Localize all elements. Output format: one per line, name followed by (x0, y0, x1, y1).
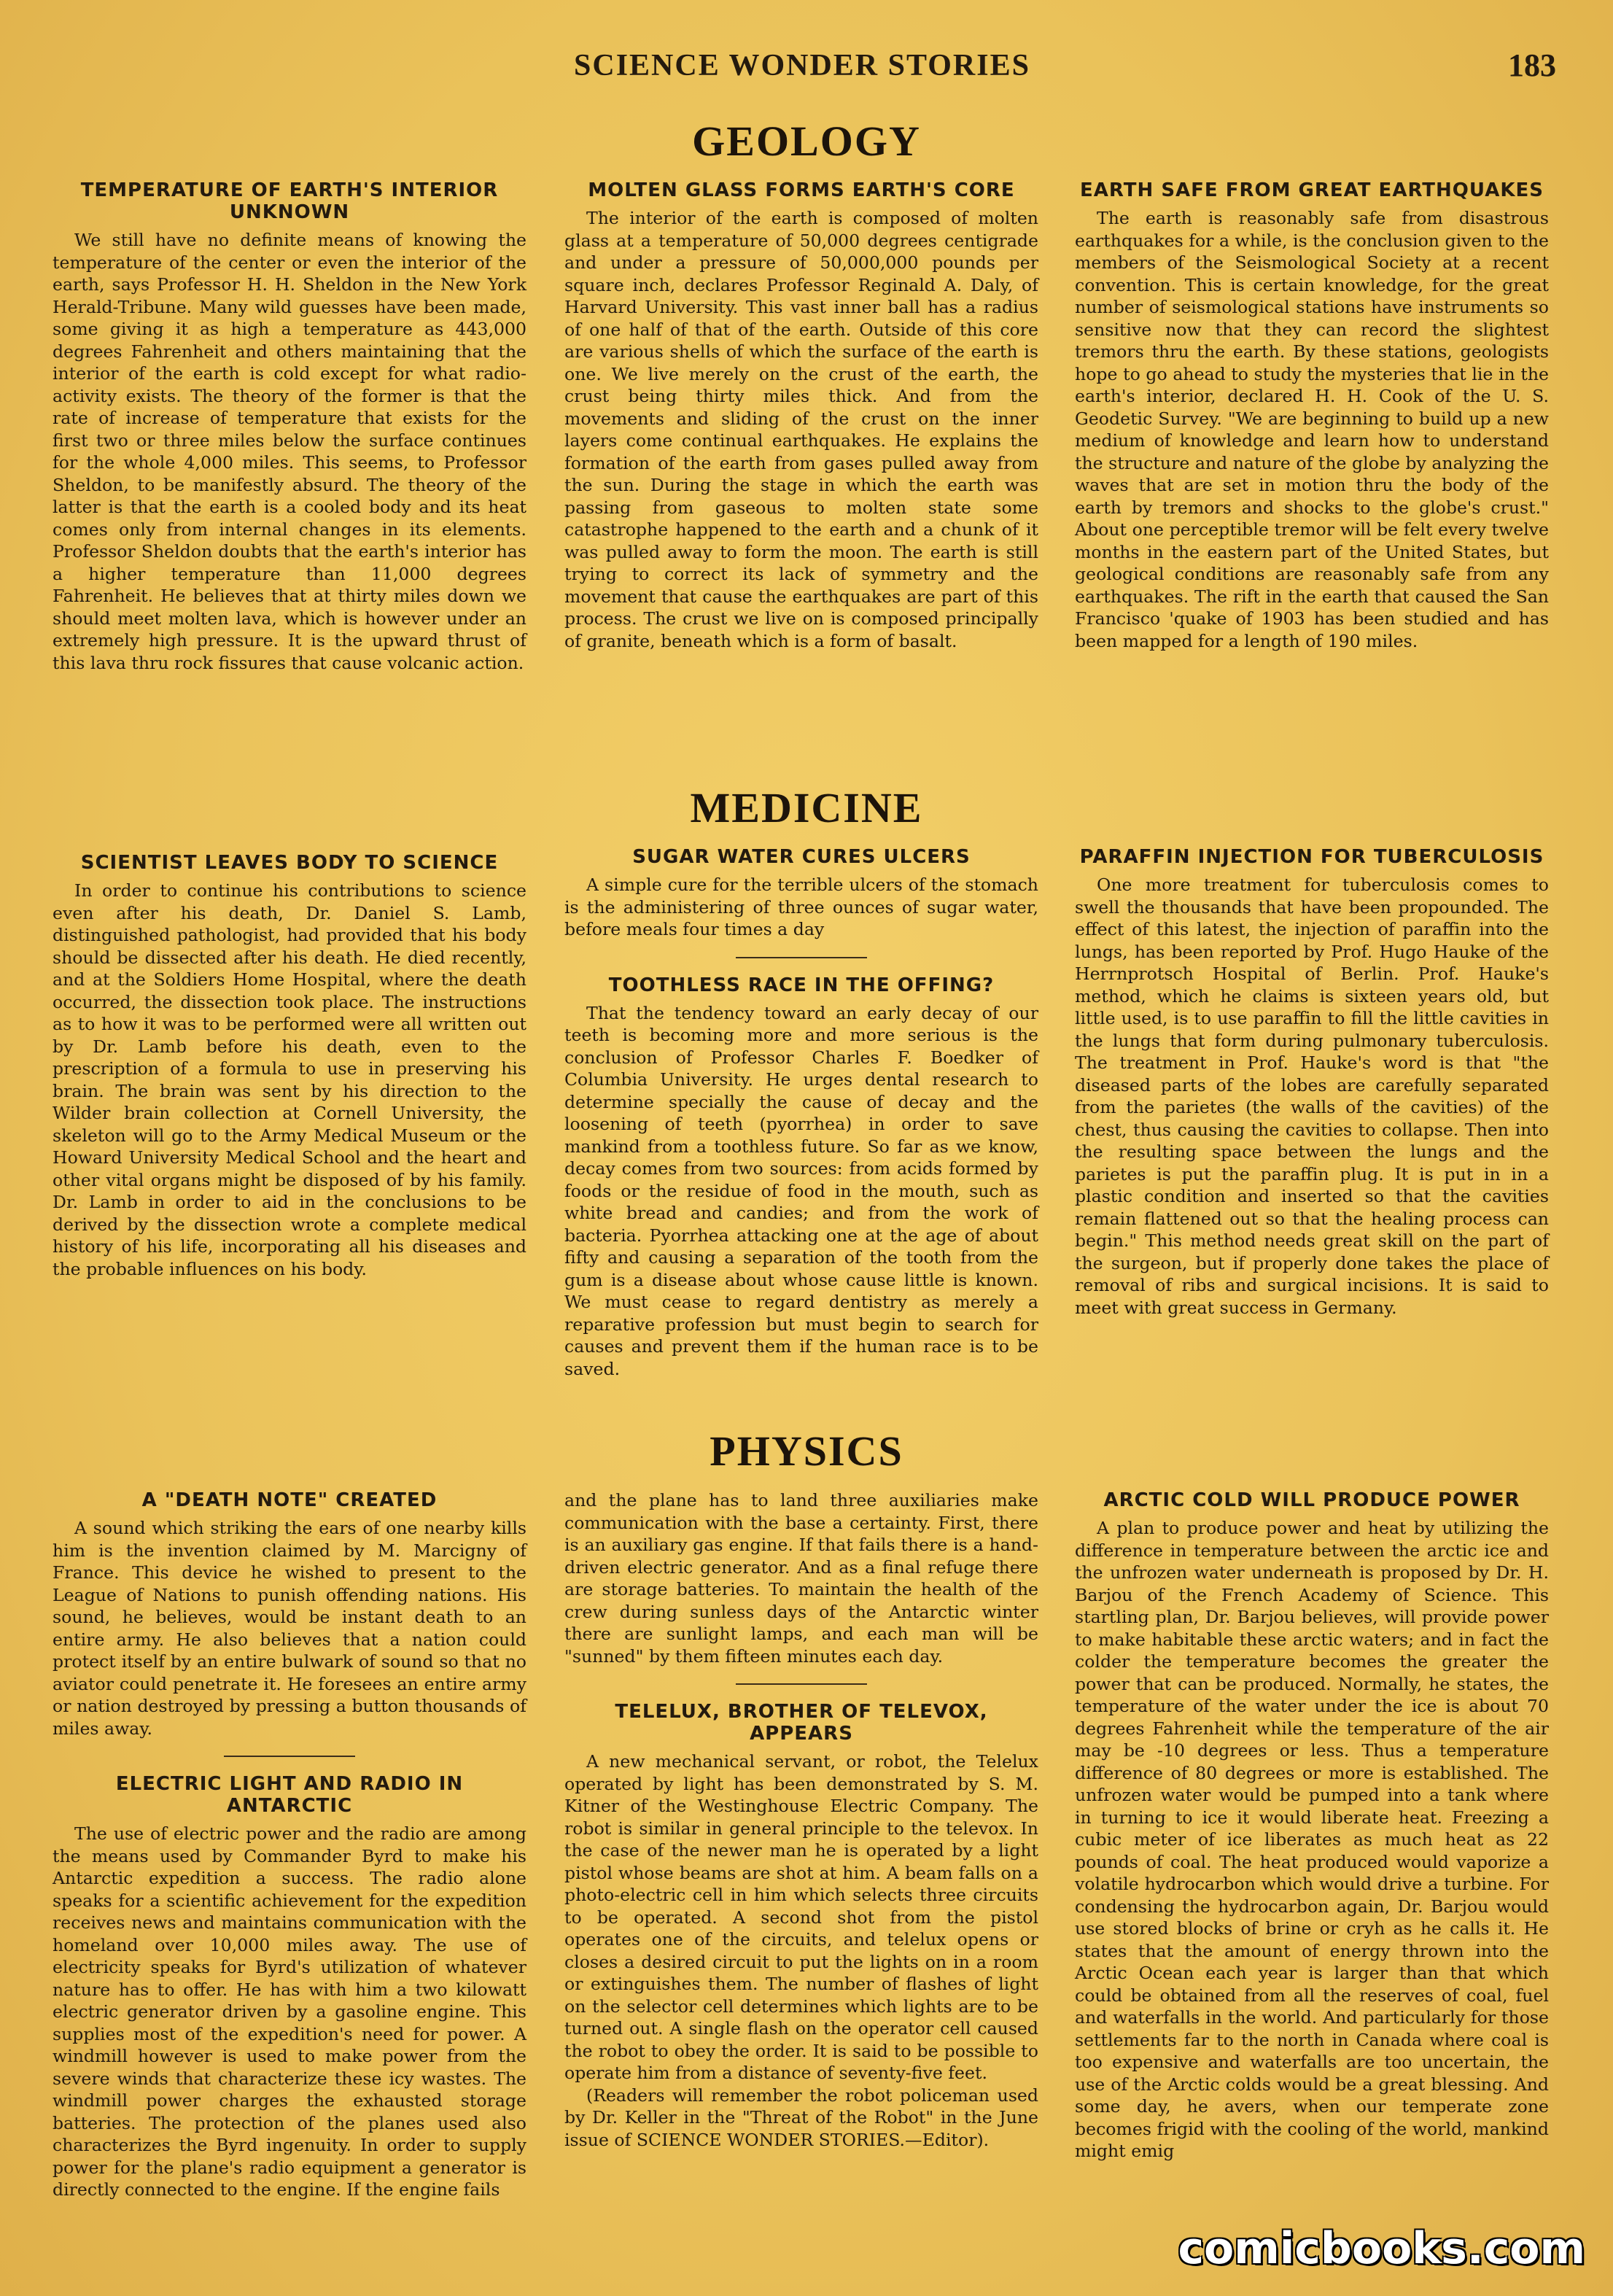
article-heading: MOLTEN GLASS FORMS EARTH'S CORE (588, 179, 1015, 201)
article-body: A new mechanical servant, or robot, the Telelux operated by light has been demonstrated by S. M. Kitner of the Westinghouse Electric Company. The robot is similar in general principle to the televox. In the case of the newer man he is operated by a light pistol whose beams are shot at him. A beam falls on a photo-electric cell in him which selects three circuits to be operated. A second shot from the pistol operates one of the circuits, and telelux opens or closes a desired circuit to put the lights on in a room or extinguishes them. The number of flashes of light on the selector cell determines which lights are to be turned out. A single flash on the operator cell caused the robot to obey the order. It is said to be possible to operate him from a distance of seventy-five feet. (564, 1751, 1038, 2083)
article-heading: ELECTRIC LIGHT AND RADIO IN ANTARCTIC (115, 1773, 464, 1817)
article-heading: TOOTHLESS RACE IN THE OFFING? (608, 974, 995, 996)
divider (736, 1683, 867, 1685)
article-heading: ARCTIC COLD WILL PRODUCE POWER (1103, 1489, 1520, 1511)
article-death-note (53, 1489, 526, 2201)
article-earth-interior (53, 179, 526, 674)
running-head: SCIENCE WONDER STORIES (574, 49, 1030, 82)
section-title-geology: GEOLOGY (692, 117, 921, 165)
article-heading: SCIENTIST LEAVES BODY TO SCIENCE (80, 852, 499, 874)
article-molten-glass (564, 179, 1038, 652)
page-number: 183 (1508, 47, 1556, 83)
watermark-logo: comicbooks.com (1178, 2223, 1585, 2274)
divider (224, 1756, 355, 1757)
article-body: The interior of the earth is composed of molten glass at a temperature of 50,000 degrees centigrade and under a pressure of 50,000,000 pounds per square inch, declares Professor Reginald A. Daly, of Harvard University. This vast inner ball has a radius of one half of that of the earth. Outside of this core are various shells of which the surface of the earth is one. We live merely on the crust of the earth, the crust being thirty miles thick. And from the movements and sliding of the crust on the inner layers come continual earthquakes. He explains the formation of the earth from gases pulled away from the sun. During the stage in which the earth was passing from gaseous to molten state some catastrophe happened to the earth and a chunk of it was pulled away to form the moon. The earth is still trying to correct its lack of symmetry and the movement that cause the earthquakes are part of this process. The crust we live on is composed principally of granite, beneath which is a form of basalt. (564, 208, 1038, 651)
article-body: In order to continue his contributions to science even after his death, Dr. Daniel S. Lamb, distinguished pathologist, had provided that his body should be dissected after his death. He died recently, and at the Soldiers Home Hospital, where the death occurred, the dissection took place. The instructions as to how it was to be performed were all written out by Dr. Lamb before his death, even to the prescription of a formula to use in preserving his brain. The brain was sent by his direction to the Wilder brain collection at Cornell University, the skeleton will go to the Army Medical Museum or the Howard University Medical School and the heart and other vital organs might be disposed of by his family. Dr. Lamb in order to aid in the conclusions to be derived by the dissection wrote a complete medical history of his life, incorporating all his diseases and the probable influences on his body. (53, 880, 526, 1279)
article-heading: EARTH SAFE FROM GREAT EARTHQUAKES (1080, 179, 1544, 201)
article-earthquakes (1075, 179, 1549, 652)
article-scientist-body (53, 852, 526, 1280)
article-paraffin (1075, 846, 1549, 1319)
article-continuation: and the plane has to land three auxiliaries make communication with the base a certainty. First, there is an auxiliary gas engine. If that fails there is a hand-driven electric generator. And as a final refuge there are storage batteries. To maintain the health of the crew during sunless days of the Antarctic winter there are sunlight lamps, and each man will be "sunned" by them fifteen minutes each day. (564, 1490, 1038, 1667)
article-body: We still have no definite means of knowing the temperature of the center or even the interior of the earth, says Professor H. H. Sheldon in the New York Herald-Tribune. Many wild guesses have been made, some giving it as high a temperature as 443,000 degrees Fahrenheit and others maintaining that the interior of the earth is cold except for what radio-activity exists. The theory of the former is that the rate of increase of temperature that exists for the first two or three miles below the surface continues for the whole 4,000 miles. This seems, to Professor Sheldon, to be manifestly absurd. The theory of the latter is that the earth is a cooled body and its heat comes only from internal changes in its elements. Professor Sheldon doubts that the earth's interior has a higher temperature than 11,000 degrees Fahrenheit. He believes that at thirty miles down we should meet molten lava, which is however under an extremely high pressure. It is the upward thrust of this lava thru rock fissures that cause volcanic action. (53, 230, 526, 673)
article-body: A sound which striking the ears of one nearby kills him is the invention claimed by M. Marcigny of France. This device he wished to present to the League of Nations to punish offending nations. His sound, he believes, would be instant death to an entire army. He also believes that a nation could protect itself by an entire bulwark of sound so that no aviator could penetrate it. He foresees an entire army or nation destroyed by pressing a button thousands of miles away. (53, 1518, 526, 1739)
article-heading: A "DEATH NOTE" CREATED (141, 1489, 438, 1511)
article-body: One more treatment for tuberculosis comes to swell the thousands that have been propounded. The effect of this latest, the injection of paraffin into the lungs, has been reported by Prof. Hugo Hauke of the Herrnprotsch Hospital of Berlin. Prof. Hauke's method, which he claims is sixteen years old, but little used, is to use paraffin to fill the little cavities in the lungs that form during pulmonary tuberculosis. The treatment in Prof. Hauke's word is that "the diseased parts of the lobes are carefully separated from the parietes (the walls of the cavities) of the chest, thus causing the cavities to collapse. Then into the resulting space between the lungs and the parietes is put the paraffin plug. It is put in in a plastic condition and inserted so that the cavities remain flattened out so that the healing process can begin." This method needs great skill on the part of the surgeon, but if properly done takes the place of removal of ribs and surgical incisions. It is said to meet with great success in Germany. (1075, 874, 1549, 1318)
section-title-physics: PHYSICS (710, 1427, 903, 1475)
article-body: A simple cure for the terrible ulcers of the stomach is the administering of three ounces of sugar water, before meals four times a day (564, 874, 1038, 939)
article-body: That the tendency toward an early decay of our teeth is becoming more and more serious is the conclusion of Professor Charles F. Boedker of Columbia University. He urges dental research to determine specially the cause of decay and the loosening of teeth (pyorrhea) in order to save mankind from a toothless future. So far as we know, decay comes from two sources: from acids formed by foods or the residue of food in the mouth, such as white bread and candies; and from the work of bacteria. Pyorrhea attacking one at the age of about fifty and causing a separation of the tooth from the gum is a disease about whose cause little is known. We must cease to regard dentistry as merely a reparative profession but must begin to search for causes and prevent them if the human race is to be saved. (564, 1002, 1038, 1379)
divider (736, 957, 867, 958)
article-heading: SUGAR WATER CURES ULCERS (632, 846, 971, 868)
article-heading: TEMPERATURE OF EARTH'S INTERIOR UNKNOWN (80, 179, 499, 223)
article-body: The use of electric power and the radio are among the means used by Commander Byrd to make his Antarctic expedition a success. The radio alone speaks for a scientific achievement for the expedition receives news and maintains communication with the homeland over 10,000 miles away. The use of electricity speaks for Byrd's utilization of whatever nature has to offer. He has with him a two kilowatt electric generator driven by a gasoline engine. This supplies most of the expedition's need for power. A windmill however is used to make power from the severe winds that characterize these icy wastes. The windmill power charges the exhausted storage batteries. The protection of the planes used also characterizes the Byrd ingenuity. In order to supply power for the plane's radio equipment a generator is directly connected to the engine. If the engine fails (53, 1823, 526, 2200)
article-heading: PARAFFIN INJECTION FOR TUBERCULOSIS (1079, 846, 1544, 868)
article-antarctic-continued (564, 1489, 1038, 2151)
article-heading: TELELUX, BROTHER OF TELEVOX, APPEARS (615, 1701, 988, 1745)
editor-note: (Readers will remember the robot policeman used by Dr. Keller in the "Threat of the Robot" in the June issue of SCIENCE WONDER STORIES.—Editor). (564, 2084, 1038, 2150)
article-body: The earth is reasonably safe from disastrous earthquakes for a while, is the conclusion given to the members of the Seismological Society at a recent convention. This is certain knowledge, for the great number of seismological stations have instruments so sensitive now that they can record the slightest tremors thru the earth. By these stations, geologists hope to go ahead to study the mysteries that lie in the earth's interior, declared H. H. Cook of the U. S. Geodetic Survey. "We are beginning to build up a new medium of knowledge and learn how to understand the structure and nature of the globe by analyzing the waves that are set in motion thru the body of the earth by tremors and shocks to the globe's crust." About one perceptible tremor will be felt every twelve months in the eastern part of the United States, but geological conditions are reasonably safe from any earthquakes. The rift in the earth that caused the San Francisco 'quake of 1903 has been studied and has been mapped for a length of 190 miles. (1075, 208, 1549, 651)
article-arctic-power (1075, 1489, 1549, 2163)
article-sugar-water (564, 846, 1038, 1380)
article-body: A plan to produce power and heat by utilizing the difference in temperature between the arctic ice and the unfrozen water underneath is proposed by Dr. H. Barjou of the French Academy of Science. This startling plan, Dr. Barjou believes, will provide power to make habitable these arctic waters; and in fact the colder the temperature becomes the greater the power that can be produced. Normally, he states, the temperature of the water under the ice is about 70 degrees Fahrenheit while the temperature of the air may be -10 degrees or less. Thus a temperature difference of 80 degrees or more is established. The unfrozen water would be pumped into a tank where in turning to ice it would liberate heat. Freezing a cubic meter of ice liberates as much heat as 22 pounds of coal. The heat produced would vaporize a volatile hydrocarbon which would drive a turbine. For condensing the hydrocarbon again, Dr. Barjou would use stored blocks of brine or cryh as he calls it. He states that the amount of energy thrown into the Arctic Ocean each year is larger than that which could be obtained from all the reserves of coal, fuel and waterfalls in the world. And particularly for those settlements far to the north in Canada where coal is too expensive and waterfalls are too uncertain, the use of the Arctic colds would be a great blessing. And some day, he avers, when our temperate zone becomes frigid with the cooling of the world, mankind might emig (1075, 1518, 1549, 2161)
section-title-medicine: MEDICINE (690, 784, 923, 831)
